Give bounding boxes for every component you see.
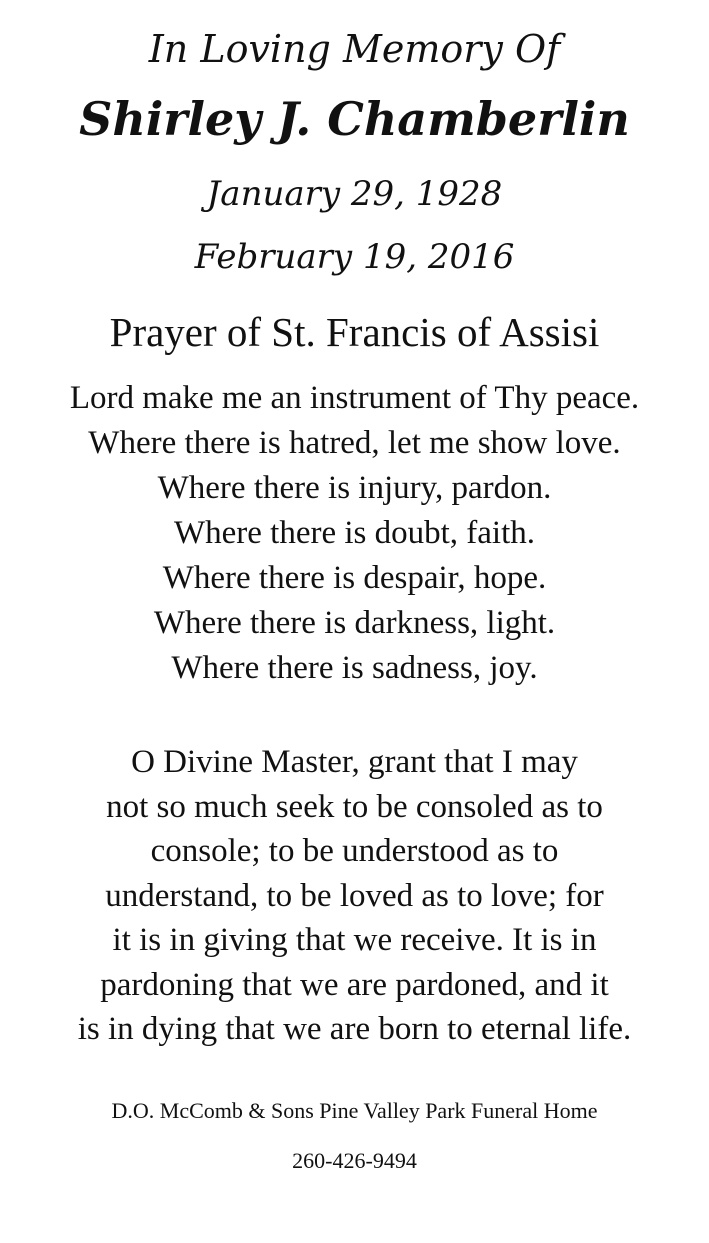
prayer-line: Lord make me an instrument of Thy peace. [69,380,640,416]
prayer-line: understand, to be loved as to love; for [105,877,604,914]
prayer-title: Prayer of St. Francis of Assisi [109,309,600,355]
prayer-line: Where there is sadness, joy. [171,650,538,686]
prayer-stanza-1 [0,376,709,691]
prayer-line: console; to be understood as to [150,833,559,869]
prayer-line: Where there is doubt, faith. [173,515,536,551]
prayer-line: Where there is darkness, light. [153,605,556,641]
prayer-line: it is in giving that we receive. It is in [112,922,597,958]
prayer-line: pardoning that we are pardoned, and it [100,966,609,1003]
prayer-line: Where there is despair, hope. [162,560,547,596]
deceased-name: Shirley J. Chamberlin [79,92,630,146]
funeral-home-name: D.O. McComb & Sons Pine Valley Park Funeral Home [111,1098,598,1123]
death-date: February 19, 2016 [194,237,515,277]
prayer-line: is in dying that we are born to eternal life. [77,1011,632,1047]
funeral-home-phone: 260-426-9494 [292,1148,417,1173]
prayer-line: Where there is injury, pardon. [157,470,552,506]
prayer-stanza-2 [0,740,709,1052]
prayer-line: O Divine Master, grant that I may [131,744,578,780]
prayer-line: not so much seek to be consoled as to [106,788,603,825]
prayer-line: Where there is hatred, let me show love. [88,425,621,461]
birth-date: January 29, 1928 [206,174,503,214]
memorial-header: In Loving Memory Of [148,27,561,71]
